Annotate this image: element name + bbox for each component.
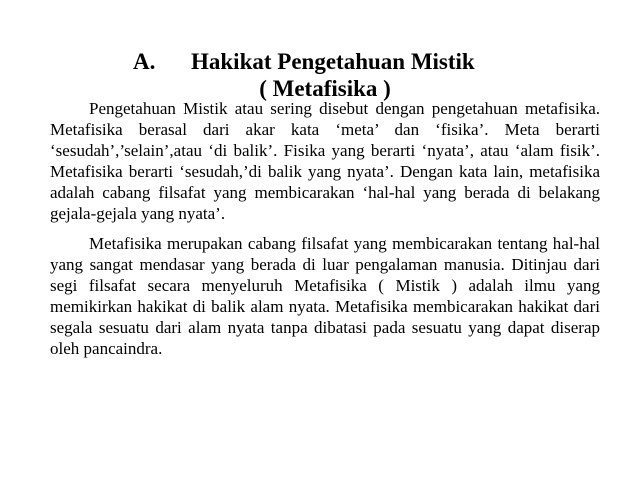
title-text: Hakikat Pengetahuan Mistik	[191, 49, 475, 74]
title-subtitle: ( Metafisika )	[259, 76, 391, 101]
paragraph-2: Metafisika merupakan cabang filsafat yang membicarakan tentang hal-hal yang sangat mendasar yang berada di luar pengalaman manusia. Ditinjau dari segi filsafat secara menyeluruh Metafisika ( Mistik ) adalah ilmu yang memikirkan hakikat di balik alam nyata. Metafisika membicarakan hakikat dari segala sesuatu dari alam nyata tanpa dibatasi pada sesuatu yang dapat diserap oleh pancaindra.	[50, 234, 600, 358]
section-number: A.	[133, 49, 156, 74]
slide-title	[0, 48, 638, 102]
title-line-1	[0, 48, 638, 75]
body-text	[50, 98, 600, 359]
paragraph-1: Pengetahuan Mistik atau sering disebut dengan pengetahuan metafisika. Metafisika berasal dari akar kata ‘meta’ dan ‘fisika’. Meta berarti ‘sesudah’,’selain’,atau ‘di balik’. Fisika yang berarti ‘nyata’, atau ‘alam fisik’. Metafisika berarti ‘sesudah,’di balik yang nyata’. Dengan kata lain, metafisika adalah cabang filsafat yang membicarakan ‘hal-hal yang berada di belakang gejala-gejala yang nyata’.	[50, 99, 600, 223]
